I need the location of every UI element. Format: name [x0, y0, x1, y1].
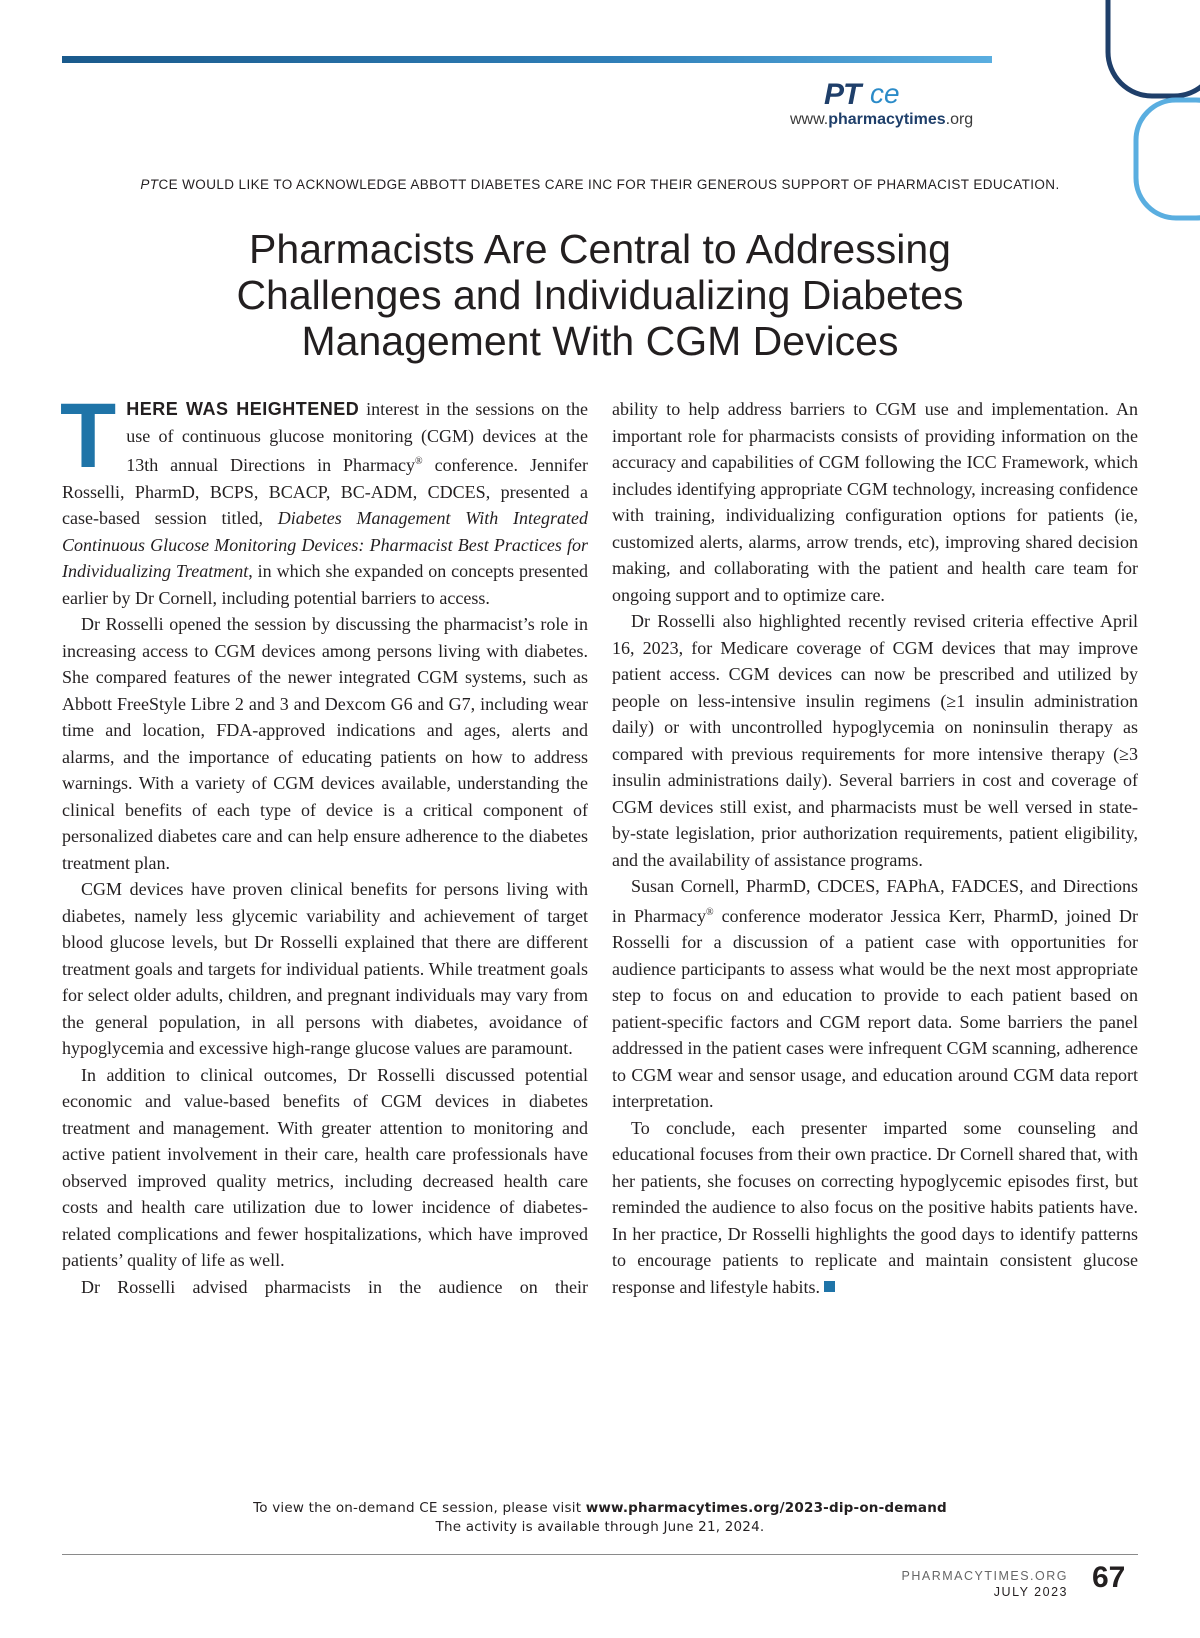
article-column-right — [612, 396, 1138, 1300]
lead-in: HERE WAS HEIGHTENED — [126, 399, 360, 419]
on-demand-link[interactable]: www.pharmacytimes.org/2023-dip-on-demand — [585, 1500, 947, 1516]
article-column-left — [60, 385, 589, 1300]
availability-text: The activity is available through June 21, 2024. — [435, 1519, 765, 1535]
paragraph: CGM devices have proven clinical benefits for persons living with diabetes, namely less glycemic variability and achievement of target blood glucose levels, but Dr Rosselli explained that there are different treatment goals and targets for individual patients. While treatment goals for select older adults, children, and pregnant individuals may vary from the general population, in all persons with diabetes, avoidance of hypoglycemia and excessive high-range glucose values are paramount. — [62, 879, 588, 1058]
article-title — [120, 226, 1080, 364]
logo-pt-text: PT — [824, 78, 861, 111]
decorative-rings — [1060, 0, 1200, 230]
on-demand-note: To view the on-demand CE session, please visit www.pharmacytimes.org/2023-dip-on-demand The activity is available through June 21, 2024. — [0, 1499, 1200, 1537]
title-line: Challenges and Individualizing Diabetes — [236, 272, 964, 318]
logo-url[interactable]: www.pharmacytimes.org — [790, 111, 974, 128]
paragraph: In addition to clinical outcomes, Dr Rosselli discussed potential economic and value-based benefits of CGM devices in diabetes treatment and management. With greater attention to monitoring and active patient involvement in their care, health care professionals have observed improved quality metrics, including decreased health care costs and health care utilization due to lower incidence of diabetes-related complications and fewer hospitalizations, which have improved patients’ quality of life as well. — [62, 1064, 588, 1270]
publication-info — [880, 1568, 1068, 1600]
site-name: PHARMACYTIMES.ORG — [901, 1569, 1068, 1583]
header-accent-bar — [62, 56, 992, 63]
sponsor-acknowledgement: PTCE WOULD LIKE TO ACKNOWLEDGE ABBOTT DIABETES CARE INC FOR THEIR GENEROUS SUPPORT OF PHARMACIST EDUCATION. — [140, 177, 1060, 192]
paragraph: Susan Cornell, PharmD, CDCES, FAPhA, FADCES, and Directions in Pharmacy® conference moderator Jessica Kerr, PharmD, joined Dr Rosselli for a discussion of a patient case with opportunities for audience participants to assess what would be the next most appropriate step to focus on and education to provide to each patient based on patient-specific factors and CGM report data. Some barriers the panel addressed in the patient cases were infrequent CGM scanning, adherence to CGM wear and sensor usage, and education around CGM data report interpretation. — [612, 876, 1138, 1111]
ptce-logo — [790, 74, 1030, 134]
paragraph: Dr Rosselli also highlighted recently revised criteria effective April 16, 2023, for Medicare coverage of CGM devices that may improve patient access. CGM devices can now be prescribed and utilized by people on less-intensive insulin regimens (≥1 insulin administration daily) or with uncontrolled hypoglycemia on noninsulin therapy as compared with previous requirements for more intensive therapy (≥3 insulin administrations daily). Several barriers in cost and coverage of CGM devices still exist, and pharmacists must be well versed in state-by-state legislation, prior authorization requirements, patient eligibility, and the availability of assistance programs. — [612, 611, 1138, 870]
paragraph: Dr Rosselli advised pharmacists in the audience on their — [81, 1276, 588, 1297]
drop-cap: T — [60, 385, 117, 487]
logo-ce-text: ce — [870, 78, 900, 109]
end-mark-icon — [824, 1281, 835, 1292]
paragraph: THERE WAS HEIGHTENED interest in the sessions on the use of continuous glucose monitoring (CGM) devices at the 13th annual Directions in Pharmacy® conference. Jennifer Rosselli, PharmD, BCPS, BCACP, BC-ADM, CDCES, presented a case-based session titled, Diabetes Management With Integrated Continuous Glucose Monitoring Devices: Pharmacist Best Practices for Individualizing Treatment, in which she expanded on concepts presented earlier by Dr Cornell, including potential barriers to access. — [60, 385, 589, 608]
title-line: Management With CGM Devices — [301, 318, 899, 364]
page-number: 67 — [1092, 1561, 1126, 1594]
paragraph: ability to help address barriers to CGM use and implementation. An important role for pharmacists consists of providing information on the accuracy and capabilities of CGM following the ICC Framework, which includes identifying appropriate CGM technology, increasing confidence with training, individualizing configuration options for patients (ie, customized alerts, alarms, arrow trends, etc), improving shared decision making, and collaborating with the patient and health care team for ongoing support and to optimize care. — [612, 399, 1138, 605]
paragraph: To conclude, each presenter imparted some counseling and educational focuses from their own practice. Dr Cornell shared that, with her patients, she focuses on correcting hypoglycemic episodes first, but reminded the audience to also focus on the positive habits patients have. In her practice, Dr Rosselli highlights the good days to identify patterns to encourage patients to replicate and maintain consistent glucose response and lifestyle habits. — [612, 1117, 1138, 1297]
title-line: Pharmacists Are Central to Addressing — [249, 226, 951, 272]
paragraph: Dr Rosselli opened the session by discussing the pharmacist’s role in increasing access to CGM devices among persons living with diabetes. She compared features of the newer integrated CGM systems, such as Abbott FreeStyle Libre 2 and 3 and Dexcom G6 and G7, including wear time and location, FDA-approved indications and ages, alerts and alarms, and the importance of educating patients on how to address warnings. With a variety of CGM devices available, understanding the clinical benefits of each type of device is a critical component of personalized diabetes care and can help ensure adherence to the diabetes treatment plan. — [62, 614, 588, 873]
issue-date: JULY 2023 — [993, 1585, 1068, 1599]
footer-divider — [62, 1554, 1138, 1555]
